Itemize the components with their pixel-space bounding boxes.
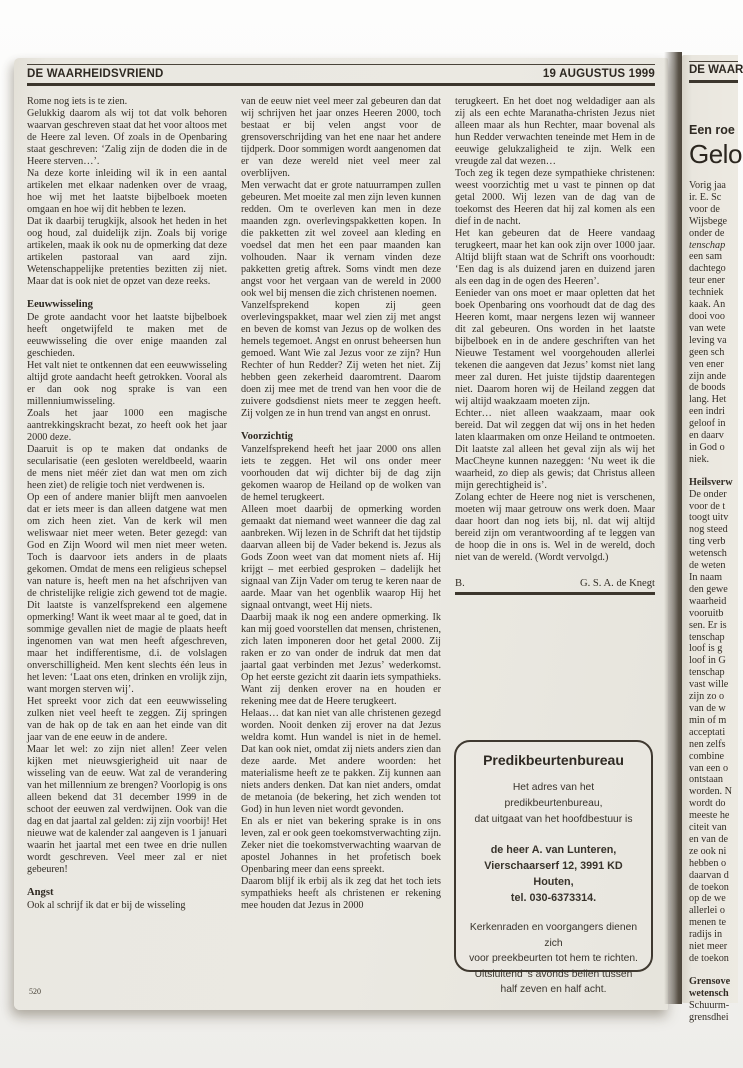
clipped-text-line: voor de: [689, 203, 720, 215]
paragraph: Dat ik daarbij terugkijk, alsook het heden in het oog houd, zal duidelijk zijn. Zoals bij vorige artikelen, maak ik ook nu de opmerking dat deze artikelen pastoraal van aard zijn. Wetenschappelijke pretenties bezitten zij niet. Maar dat is ook niet de opzet van deze reeks.: [27, 216, 227, 287]
paragraph: Toch zeg ik tegen deze sympathieke christenen: weest voorzichtig met u vast te pinnen op dat getal 2000. Wij lezen van de dag van de toekomst des Heeren dat hij zal komen als een dief in de nacht.: [455, 168, 655, 227]
clipped-text-line: meeste he: [689, 810, 730, 822]
clipped-text-line: daarvan d: [689, 869, 729, 881]
next-publication-title: DE WAAR: [689, 64, 743, 76]
clipped-text-line: tenschap: [689, 667, 725, 679]
clipped-text-line: citeit van: [689, 822, 727, 834]
header-rule-top: [27, 64, 655, 65]
paragraph: Zolang echter de Heere nog niet is verschenen, moeten wij maar getrouw ons werk doen. Maar daar hoort dan nog iets bij, nl. dat wij altijd bereid zijn om verantwoording af te leggen van de hoop die in ons is. Wel in de wereld, doch niet van de wereld. (Wordt vervolgd.): [455, 492, 655, 563]
box-footer-line: half zeven en half acht.: [500, 984, 607, 995]
box-footer: [464, 920, 643, 998]
clipped-text-line: sen. Er is: [689, 619, 727, 631]
clipped-text-line: In naam: [689, 572, 723, 583]
clipped-text-line: zijn zo o: [689, 691, 725, 703]
paragraph: Echter… niet alleen waakzaam, maar ook bereid. Dat wil zeggen dat wij ons in het heden laten klaarmaken om onze Heiland te ontmoeten. Dit laatste zal alleen het geval zijn als wij het MacCheyne kunnen nazeggen: ‘Nu weet ik die waarheid, zo diep als gewis; dat Christus alleen mijn gerechtigheid is’.: [455, 408, 655, 491]
box-footer-line: voor preekbeurten tot hem te richten.: [469, 953, 638, 964]
text-column-2: [241, 96, 441, 976]
clipped-text-line: geen sch: [689, 346, 725, 358]
clipped-text-line: een sam: [689, 251, 723, 263]
clipped-text-line: grensdhei: [689, 1011, 729, 1023]
clipped-text-line: vast wille: [689, 679, 729, 691]
box-address-line: de heer A. van Lunteren,: [490, 844, 617, 856]
clipped-text-line: waarheid: [689, 595, 727, 607]
next-header-rule-bottom: [689, 80, 738, 83]
clipped-text-line: de boods: [689, 382, 726, 394]
clipped-text-line: onder de: [689, 227, 725, 239]
paragraph: Na deze korte inleiding wil ik in een aantal artikelen met elkaar nadenken over de vraag, hoe wij met het laatste bijbelboek moeten omgaan en hoe wij dit hebben te lezen.: [27, 168, 227, 215]
paragraph: Het spreekt voor zich dat een eeuwwisseling zulken niet veel heeft te zeggen. Zij springen van de hak op de tak en aan het einde van dit jaar van de ene eeuw in de andere.: [27, 696, 227, 743]
clipped-text-line: min of m: [689, 714, 727, 726]
paragraph: Ook al schrijf ik dat er bij de wisseling: [27, 900, 186, 911]
clipped-text-line: voor de t: [689, 500, 726, 512]
clipped-text-line: ven ener: [689, 358, 724, 370]
clipped-text-line: den gewe: [689, 583, 728, 595]
clipped-text-line: vooruitb: [689, 607, 724, 619]
clipped-text-line: [689, 965, 738, 976]
next-page-edge: [682, 55, 743, 1023]
section-heading: Eeuwwisseling: [27, 299, 93, 310]
paragraph: Zoals het jaar 1000 een magische aantrekkingskracht bezat, zo heeft ook het jaar 2000 deze.: [27, 408, 227, 443]
paragraph: Het kan gebeuren dat de Heere vandaag terugkeert, maar het kan ook zijn over 1000 jaar. Altijd blijft staan wat de Schrift ons voorhoudt: ‘Een dag is als duizend jaren en duizend jaren als een dag in de ogen des Heeren’.: [455, 228, 655, 287]
clipped-text-line: techniek: [689, 287, 724, 299]
clipped-text-line: [689, 466, 738, 477]
paragraph: Maar let wel: zo zijn niet allen! Zeer velen kijken met nieuwsgierigheid uit naar de wisseling van de eeuw. Wat zal de verandering van het millennium ze brengen? Voorlopig is ons alleen bekend dat 31 december 1999 in de schoot der eeuwen zal verdwijnen. Ook van die dag en dat jaartal zal gelden: zij zijn voorbij! Het nieuwe wat de kalender zal aangeven is 1 januari waarin het jaartal met een twee en drie nullen wordt geschreven. Veel meer zal er niet gebeuren!: [27, 744, 227, 875]
box-title: Predikbeurtenbureau: [483, 752, 624, 768]
section-heading: wetensch: [689, 987, 729, 999]
clipped-text-line: acceptati: [689, 726, 726, 738]
publication-title: DE WAARHEIDSVRIEND: [27, 68, 164, 80]
clipped-text-line: Vorig jaa: [689, 180, 726, 191]
clipped-text-line: ting verb: [689, 536, 726, 548]
paragraph: Het valt niet te ontkennen dat een eeuwwisseling altijd grote aandacht heeft getrokken. Vooral als er dan ook nog sprake is van een millenniumwisseling.: [27, 360, 227, 407]
issue-date: 19 AUGUSTUS 1999: [542, 68, 655, 80]
box-footer-line: Kerkenraden en voorgangers dienen zich: [469, 922, 638, 949]
predikbeurtenbureau-box: [454, 740, 653, 995]
clipped-text-line: op de we: [689, 893, 726, 905]
clipped-text-line: van de w: [689, 702, 726, 714]
paragraph: Eenieder van ons moet er maar opletten dat het boek Openbaring ons voorhoudt dat de dag des Heeren komt, maar nergens lezen wij wanneer dit zal gebeuren. Ons worden in het laatste bijbelboek en in de andere geschriften van het Nieuwe Testament wel voorgehouden allerlei tekenen die aangeven dat Jezus’ komst niet lang meer zal duren. Het juiste tijdstip daarentegen niet. Daarom horen wij de Heiland zeggen dat wij altijd waakzaam moeten zijn.: [455, 288, 655, 407]
clipped-text-line: De onder: [689, 488, 727, 500]
clipped-text-line: dooi voo: [689, 310, 725, 322]
box-intro-line: dat uitgaat van het hoofdbestuur is: [474, 814, 633, 825]
clipped-text-line: en daarv: [689, 430, 724, 442]
article-signature: [455, 578, 655, 589]
clipped-text-line: ontstaan: [689, 774, 723, 786]
clipped-text-line: ze ook ni: [689, 845, 727, 857]
clipped-text-line: geloof in: [689, 418, 726, 430]
clipped-text-line: combine: [689, 750, 725, 762]
clipped-text-line: niek.: [689, 453, 710, 465]
section-heading: Heilsverw: [689, 476, 733, 488]
next-article-text: [689, 180, 738, 1024]
clipped-text-line: kaak. An: [689, 299, 726, 311]
clipped-text-line: allerlei o: [689, 905, 725, 917]
paragraph: De grote aandacht voor het laatste bijbelboek heeft ongetwijfeld te maken met de eeuwwisseling die over enige maanden zal geschieden.: [27, 312, 227, 359]
clipped-text-line: tenschap: [689, 631, 725, 643]
clipped-text-line: worden. N: [689, 786, 733, 798]
signature-place: B.: [455, 578, 465, 589]
paragraph: Daarom blijf ik erbij als ik zeg dat het toch iets sympathieks heeft als christenen er rekening mee houden dat Jezus in 2000: [241, 876, 441, 911]
clipped-text-line: lang. Het: [689, 394, 727, 406]
next-page-header: [682, 61, 743, 83]
section-heading: Voorzichtig: [241, 431, 293, 442]
clipped-text-line: Schuurm-: [689, 999, 730, 1011]
box-intro: [464, 780, 643, 828]
clipped-text-line: nen zelfs: [689, 738, 726, 750]
paragraph: van de eeuw niet veel meer zal gebeuren dan dat wij schrijven het jaar onzes Heeren 2000, toch bestaat er bij velen angst voor de grensoverschrijding van het ene naar het andere tijdperk. Door sommigen wordt aangenomen dat er van deze wereld niet veel meer zal overblijven.: [241, 96, 441, 179]
paragraph: En als er niet van bekering sprake is in ons leven, zal er ook geen toekomstverwachting zijn. Zeker niet die toekomstverwachting waarvan de apostel Johannes in het profetisch boek Openbaring meer dan eens spreekt.: [241, 816, 441, 875]
clipped-text-line: ir. E. Sc: [689, 191, 722, 203]
paragraph: Vanzelfsprekend kopen zij geen overlevingspakket, maar wel zien zij met angst en beven de komst van Jezus op de wolken des hemels tegemoet. Angst en onrust beheersen hun gemoed. Want Wie zal Jezus voor ze zijn? Hun Rechter of hun Redder? Zij weten het niet. Zij hebben geen zekerheid daaromtrent. Daarom doen zij mee met de trend van hen voor die de zuivere godsdienst niets meer te zeggen heeft. Zij volgen ze in hun trend van angst en onrust.: [241, 300, 441, 419]
clipped-text-line: hebben o: [689, 857, 727, 869]
signature-rule: [455, 592, 655, 595]
clipped-text-line: menen te: [689, 917, 727, 929]
section-heading: Grensove: [689, 975, 731, 987]
clipped-text-line: radijs in: [689, 929, 723, 941]
clipped-text-line: loof in G: [689, 655, 726, 667]
paragraph: Vanzelfsprekend heeft het jaar 2000 ons allen iets te zeggen. Het wil ons onder meer voorhouden dat wij dichter bij de dag zijn gekomen waarop de Heiland op de wolken van de hemel terugkeert.: [241, 444, 441, 503]
clipped-text-line: loof is g: [689, 643, 723, 655]
clipped-text-line: van wete: [689, 322, 726, 334]
clipped-text-line: tenschap: [689, 239, 726, 251]
clipped-text-line: wordt do: [689, 798, 726, 810]
next-article-title: Gelo: [689, 139, 742, 169]
paragraph: Alleen moet daarbij de opmerking worden gemaakt dat niemand weet wanneer die dag zal aanbreken. Wij lezen in de Schrift dat het tijdstip daarvan alleen bij de Vader bekend is. Jezus als Gods Zoon weet van dat moment niets af. Hij krijgt – met eerbied gesproken – dadelijk het signaal van Zijn Vader om terug te keren naar de aarde. Maar van het ogenblik waarop Hij het signaal ontvangt, weet Hij niets.: [241, 504, 441, 611]
clipped-text-line: teur ener: [689, 275, 725, 287]
box-address-line: Vierschaarserf 12, 3991 KD Houten,: [484, 860, 623, 888]
section-heading: Angst: [27, 887, 54, 898]
magazine-page: [14, 58, 668, 1010]
clipped-text-line: Wijsbege: [689, 215, 728, 227]
page-header: [14, 58, 668, 86]
paragraph: Daarbij maak ik nog een andere opmerking. Ik kan mij goed voorstellen dat mensen, christenen, zich laten imponeren door het getal 2000. Zij raken er zo van onder de indruk dat men dat jaartal gaat verbinden met Jezus’ wederkomst. Op het eerste gezicht zit daarin iets sympathieks. Want zij denken erover na en houden er rekening mee dat de Heere terugkeert.: [241, 612, 441, 707]
clipped-text-line: wetensch: [689, 548, 727, 560]
page-gutter-shadow: [664, 52, 682, 1004]
clipped-text-line: nog steed: [689, 524, 728, 536]
box-address-line: tel. 030-6373314.: [510, 892, 597, 904]
signature-author: G. S. A. de Knegt: [579, 578, 655, 589]
column-3-text: [455, 96, 655, 564]
paragraph: Rome nog iets is te zien.: [27, 96, 128, 107]
clipped-text-line: zijn ande: [689, 370, 727, 382]
text-column-1: [27, 96, 227, 976]
clipped-text-line: toogt uitv: [689, 512, 729, 524]
clipped-text-line: dachtego: [689, 263, 726, 275]
paragraph: Gelukkig daarom als wij tot dat volk behoren waarvan geschreven staat dat het voor altoos met de Heere zal leven. Of zoals in de Openbaring staat geschreven: ‘Zalig zijn de doden die in de Heere sterven…’.: [27, 108, 227, 167]
paragraph: Daaruit is op te maken dat ondanks de secularisatie (een gesloten wereldbeeld, waarin de mens niet méér ziet dan wat men om zich heen ziet) de religie toch niet verdwenen is.: [27, 444, 227, 491]
clipped-text-line: en van de: [689, 833, 729, 845]
paragraph: Op een of andere manier blijft men aanvoelen dat er iets meer is dan alleen datgene wat men om zich heen ziet. Van de kerk wil men weliswaar niet meer weten. Beter gezegd: van God en Zijn Woord wil men niet meer weten. Toch is daarvoor iets anders in de plaats gekomen. Omdat de mens een religieus schepsel van nature is, heeft men na het afschrijven van de christelijke religie zich gewend tot de magie. Dit laatste is vanzelfsprekend een algemene opmerking! Want ik weet maar al te goed, dat in sommige gevallen niet de magie de plaats heeft ingenomen van wat men heeft afgeschreven, maar het indifferentisme, d.i. de volslagen onverschilligheid. Men kent slechts één leus in het leven: ‘Laat ons eten, drinken en vrolijk zijn, want morgen sterven wij’.: [27, 492, 227, 695]
clipped-text-line: van een o: [689, 762, 729, 774]
clipped-text-line: niet meer: [689, 941, 728, 953]
clipped-text-line: een indri: [689, 406, 725, 418]
next-article-kicker: Een roe: [689, 123, 735, 137]
clipped-text-line: de toekon: [689, 953, 729, 964]
clipped-text-line: leving va: [689, 334, 727, 346]
box-address: [464, 842, 643, 906]
box-footer-line: Uitsluitend ’s avonds bellen tussen: [474, 968, 633, 980]
box-intro-line: Het adres van het predikbeurtenbureau,: [504, 782, 603, 809]
paragraph: Helaas… dat kan niet van alle christenen gezegd worden. Nooit denken zij erover na dat Jezus weldra komt. Hun wandel is niet in de hemel. Dat kan ook niet, omdat zij niets anders zien dan deze aarde. Met andere woorden: het materialisme heeft ze te pakken. Zij kunnen aan niets anders denken. Dat kan niet anders, omdat de metanoia (de bekering, het zich wenden tot God) in hun leven niet wordt gevonden.: [241, 708, 441, 815]
paragraph: terugkeert. En het doet nog weldadiger aan als zij als een echte Maranatha-christen Jezus niet alleen maar als hun Rechter, maar bovenal als hun Redder verwachten teneinde met Hem in de eeuwige gelukzaligheid te zijn. Welk een vreugde zal dat wezen…: [455, 96, 655, 167]
page-number: 520: [29, 987, 41, 996]
paragraph: Men verwacht dat er grote natuurrampen zullen gebeuren. Met moeite zal men zijn leven kunnen redden. Om te overleven kan men in deze maanden zgn. overlevingspakketten kopen. In die pakketten zit wel zoveel aan kleding en voedsel dat men het een paar maanden kan volhouden. Naar ik vernam vinden deze pakketten gretig aftrek. Soms vindt men deze angst voor het vergaan van de wereld in 2000 ook wel bij mensen die zich christenen noemen.: [241, 180, 441, 299]
clipped-text-line: de toekon: [689, 881, 729, 893]
clipped-text-line: de weten: [689, 560, 726, 572]
clipped-text-line: in God o: [689, 441, 725, 453]
